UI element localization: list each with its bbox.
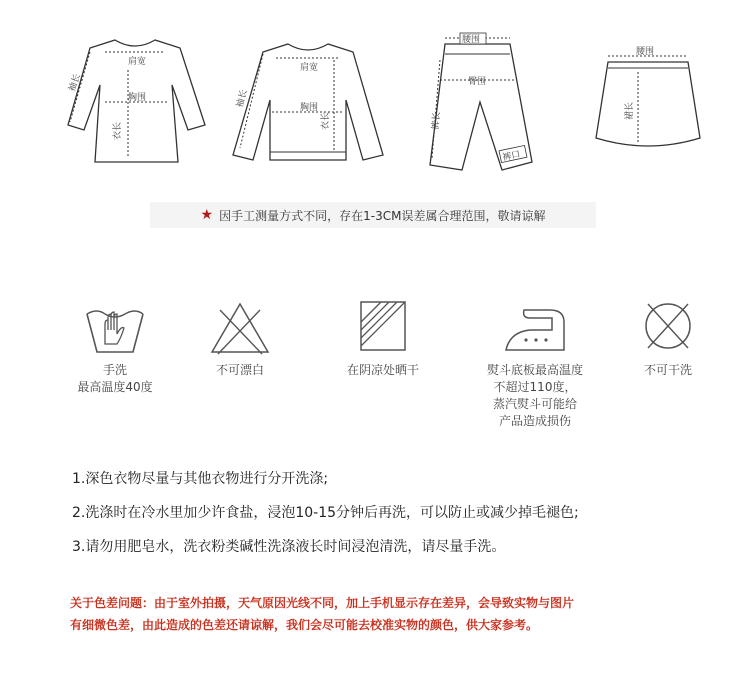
care-shade-dry (318, 300, 448, 379)
care-iron (470, 300, 600, 430)
care-label: 最高温度40度 (77, 380, 153, 394)
hip-label: 臀围 (468, 77, 487, 87)
shade-dry-icon (351, 300, 415, 356)
pants-diagram (410, 30, 540, 175)
care-hand-wash (50, 300, 180, 396)
care-label: 产品造成损伤 (498, 414, 571, 428)
top-diagram-1 (60, 30, 210, 170)
care-label: 蒸汽熨斗可能给 (492, 397, 577, 411)
skirt-diagram (588, 30, 708, 160)
care-label: 不超过110度， (493, 380, 577, 394)
washing-tips (72, 468, 712, 570)
tip-item: 2.洗涤时在冷水里加少许食盐，浸泡10-15分钟后再洗，可以防止或减少掉毛褪色; (72, 505, 579, 521)
length-label: 裙长 (625, 101, 635, 120)
tip-item: 1.深色衣物尽量与其他衣物进行分开洗涤; (72, 471, 329, 487)
care-no-bleach (175, 300, 305, 379)
length-label: 裤长 (431, 111, 443, 131)
note-line: 关于色差问题：由于室外拍摄，天气原因光线不同，加上手机显示存在差异，会导致实物与图片 (70, 596, 575, 610)
chest-label: 胸围 (128, 93, 147, 103)
star-icon: ★ (200, 207, 214, 223)
hand-wash-icon (83, 300, 147, 356)
care-label: 在阴凉处晒干 (346, 363, 419, 377)
waist-label: 腰围 (636, 47, 655, 57)
shoulder-label: 肩宽 (300, 63, 319, 73)
shoulder-label: 肩宽 (128, 57, 147, 67)
length-label: 衣长 (113, 121, 123, 140)
chest-label: 胸围 (300, 103, 319, 113)
waist-label: 腰围 (462, 35, 481, 45)
sleeve-label: 袖长 (67, 72, 83, 94)
top-diagram-2 (228, 30, 388, 170)
notice-text: 因手工测量方式不同，存在1-3CM误差属合理范围，敬请谅解 (219, 208, 546, 223)
measurement-notice (150, 202, 596, 228)
hem-label: 裤口 (501, 149, 522, 164)
care-label: 熨斗底板最高温度 (486, 363, 583, 377)
sleeve-label: 袖长 (235, 88, 250, 109)
tip-item: 3.请勿用肥皂水，洗衣粉类碱性洗涤液长时间浸泡清洗，请尽量手洗。 (72, 539, 506, 555)
no-bleach-icon (208, 300, 272, 356)
care-label: 不可漂白 (215, 363, 264, 377)
note-line: 有细微色差，由此造成的色差还请谅解，我们会尽可能去校准实物的颜色，供大家参考。 (70, 618, 539, 632)
length-label: 衣长 (321, 111, 331, 130)
care-no-dry-clean (603, 300, 733, 379)
no-dry-clean-icon (636, 300, 700, 356)
care-label: 不可干洗 (643, 363, 692, 377)
color-difference-note (70, 592, 690, 636)
care-label: 手洗 (102, 363, 127, 377)
iron-icon (500, 300, 570, 356)
